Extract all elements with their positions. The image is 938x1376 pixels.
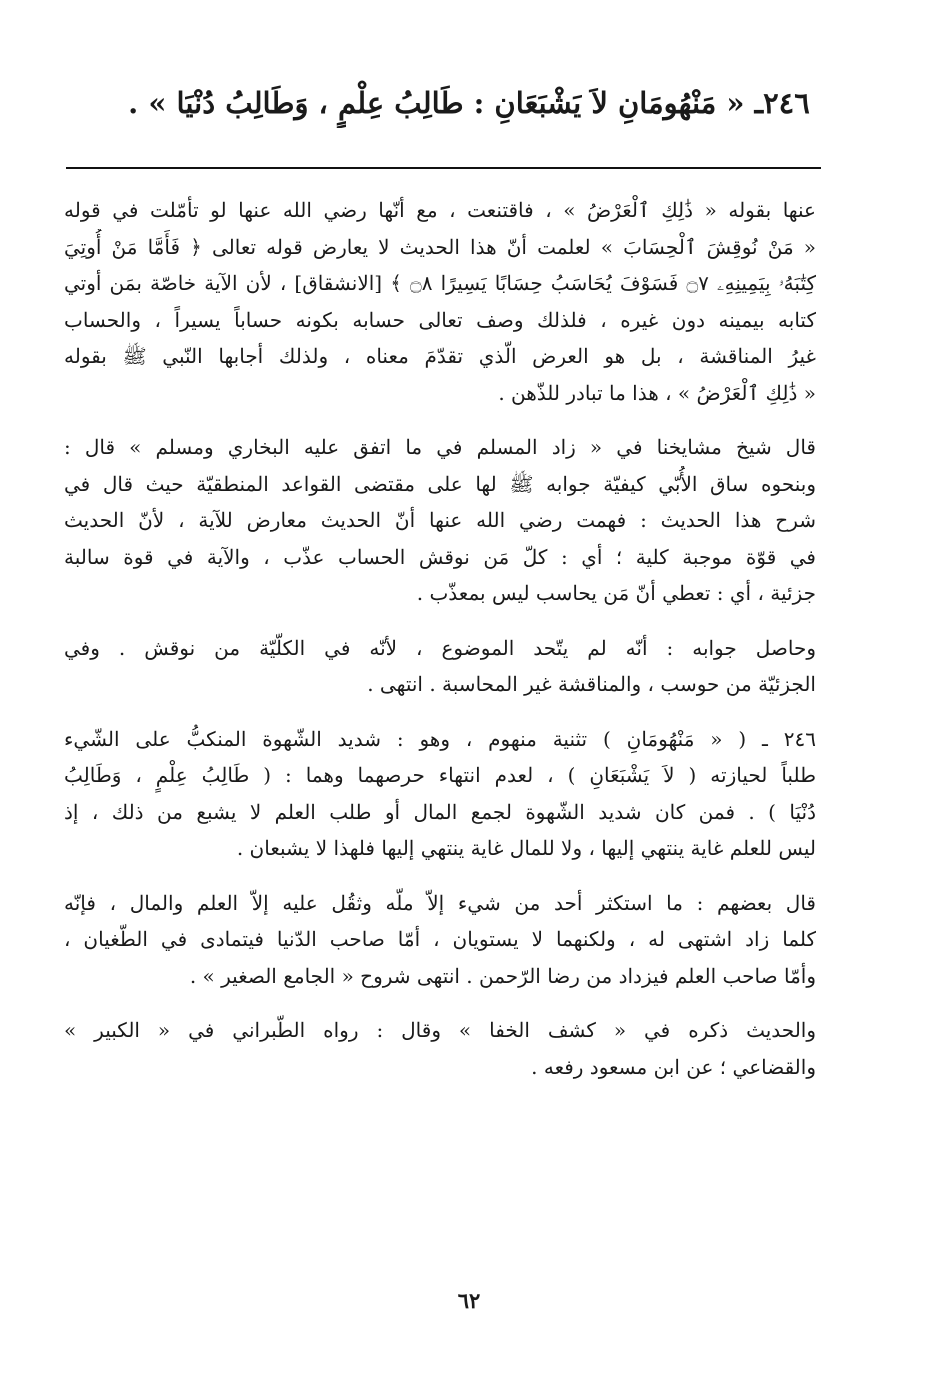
paragraph — [64, 885, 816, 995]
text-line: قال بعضهم : ما استكثر أحد من شيء إلاّ ملّه وثقُل عليه إلاّ العلم والمال ، فإنّه — [64, 890, 816, 915]
text-line: الجزئيّة من حوسب ، والمناقشة غير المحاسبة . انتهى . — [367, 672, 816, 696]
text-line: وبنحوه ساق الأُبّي كيفيّة جوابه ﷺ لها على مقتضى القواعد المنطقيّة حيث قال في — [64, 471, 816, 496]
paragraph — [64, 630, 816, 703]
text-line: « مَنْ نُوقِشَ ٱلْحِسَابَ » لعلمت أنّ هذا الحديث لا يعارض قوله تعالى ﴿ فَأَمَّا مَنْ أُوتِيَ — [64, 234, 816, 259]
text-line: كِتَٰبَهُۥ بِيَمِينِهِۦ ۝٧ فَسَوْفَ يُحَاسَبُ حِسَابًا يَسِيرًا ۝٨ ﴾ [الانشقاق] ، لأن الآية خاصّة بمَن أوتي — [64, 271, 816, 295]
text-line: كتابه بيمينه دون غيره ، فلذلك وصف تعالى حسابه بكونه حساباً يسيراً ، والحساب — [64, 307, 816, 332]
body-text — [64, 192, 816, 1103]
text-line: ليس للعلم غاية ينتهي إليها ، ولا للمال غاية ينتهي إليها فلهذا لا يشبعان . — [236, 836, 816, 860]
paragraph — [64, 192, 816, 411]
page-number: ٦٢ — [457, 1288, 481, 1313]
paragraph — [64, 1012, 816, 1085]
text-line: ٢٤٦ ـ ( « مَنْهُومَانِ ) تثنية منهوم ، وهو : شديد الشّهوة المنكبُّ على الشّيء — [64, 726, 816, 751]
text-line: قال شيخ مشايخنا في « زاد المسلم في ما اتفق عليه البخاري ومسلم » قال : — [64, 435, 816, 459]
hadith-heading: ٢٤٦ـ « مَنْهُومَانِ لاَ يَشْبَعَانِ : طَالِبُ عِلْمٍ ، وَطَالِبُ دُنْيَا » . — [128, 86, 810, 120]
text-line: عنها بقوله « ذَٰلِكِ ٱلْعَرْضُ » ، فاقتنعت ، مع أنّها رضي الله عنها لو تأمّلت في قوله — [64, 198, 816, 222]
text-line: كلما زاد اشتهى له ، ولكنهما لا يستويان ، أمّا صاحب الدّنيا فيتمادى في الطّغيان ، — [64, 927, 816, 951]
heading-divider — [66, 167, 821, 169]
text-line: وأمّا صاحب العلم فيزداد من رضا الرّحمن . انتهى شروح « الجامع الصغير » . — [189, 963, 816, 988]
text-line: دُنْيَا ) . فمن كان شديد الشّهوة لجمع المال أو طلب العلم لا يشبع من ذلك ، إذ — [64, 799, 816, 824]
paragraph — [64, 721, 816, 867]
text-line: جزئية ، أي : تعطي أنّ مَن يحاسب ليس بمعذّب . — [416, 581, 816, 605]
text-line: طلباً لحيازته ( لاَ يَشْبَعَانِ ) ، لعدم انتهاء حرصهما وهما : ( طَالِبُ عِلْمٍ ، وَطَالِبُ — [64, 763, 816, 787]
text-line: في قوّة موجبة كلية ؛ أي : كلّ مَن نوقش الحساب عذّب ، والآية في قوة سالبة — [64, 544, 816, 569]
text-line: والحديث ذكره في « كشف الخفا » وقال : رواه الطّبراني في « الكبير » — [64, 1018, 816, 1042]
text-line: غيرُ المناقشة ، بل هو العرض الّذي تقدّمَ معناه ، ولذلك أجابها النّبي ﷺ بقوله — [64, 344, 816, 368]
paragraph — [64, 429, 816, 612]
text-line: « ذَٰلِكِ ٱلْعَرْضُ » ، هذا ما تبادر للذّهن . — [498, 380, 816, 405]
text-line: والقضاعي ؛ عن ابن مسعود رفعه . — [531, 1054, 816, 1079]
text-line: وحاصل جوابه : أنّه لم يتّحد الموضوع ، لأنّه في الكلّيّة من نوقش . وفي — [64, 635, 816, 660]
text-line: شرح هذا الحديث : فهمت رضي الله عنها أنّ الحديث معارض للآية ، لأنّ الحديث — [64, 508, 816, 532]
